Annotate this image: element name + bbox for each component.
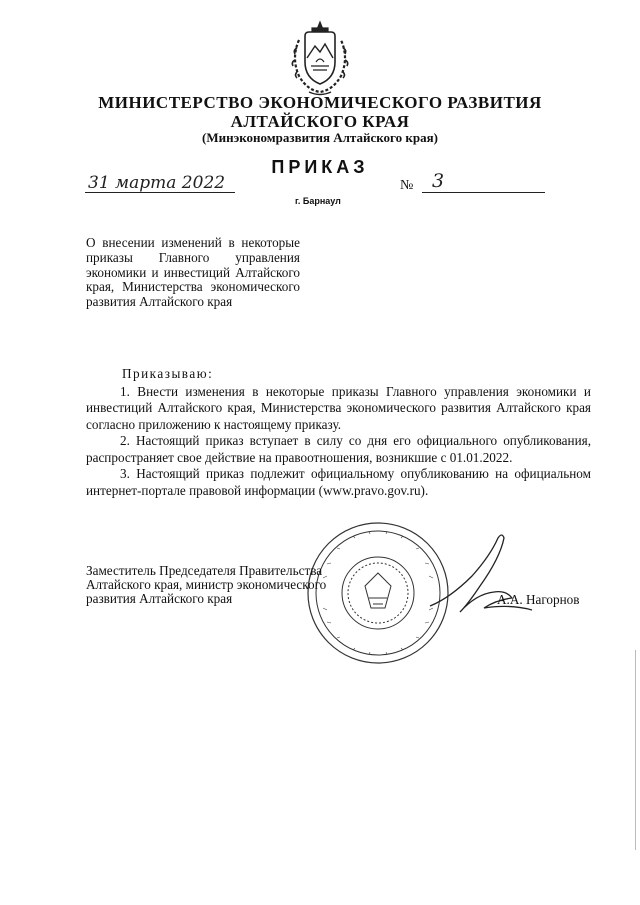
order-body [86, 366, 591, 499]
handwritten-signature-icon [420, 528, 540, 628]
order-item-2: 2. Настоящий приказ вступает в силу со дня его официального опубликования, распространяет свое действие на правоотношения, возникшие с 01.01.2022. [86, 433, 591, 465]
city-label: г. Барнаул [295, 196, 341, 206]
order-subject: О внесении изменений в некоторые приказы Главного управления экономики и инвестиций Алтайского края, Министерства экономического развития Алтайского края [86, 235, 300, 310]
order-item-3: 3. Настоящий приказ подлежит официальному опубликованию на официальном интернет-портале правовой информации (www.pravo.gov.ru). [86, 466, 591, 498]
signatory-title-line2: Алтайского края, министр экономического [86, 577, 327, 592]
organization-name-line2: АЛТАЙСКОГО КРАЯ [230, 112, 410, 131]
order-lead: Приказываю: [122, 366, 214, 381]
number-sign: № [400, 178, 414, 193]
document-type-title: ПРИКАЗ [271, 157, 369, 177]
organization-name-line1: МИНИСТЕРСТВО ЭКОНОМИЧЕСКОГО РАЗВИТИЯ [98, 93, 542, 112]
signatory-title-line1: Заместитель Председателя Правительства [86, 563, 323, 578]
order-number: 3 [432, 170, 445, 192]
number-underline [422, 192, 545, 193]
signatory-title [86, 564, 386, 606]
date-underline [85, 192, 235, 193]
order-date: 31 марта 2022 [88, 173, 226, 193]
signatory-title-line3: развития Алтайского края [86, 591, 233, 606]
signatory-name: А.А. Нагорнов [497, 592, 580, 607]
scan-edge-line [635, 650, 636, 850]
coat-of-arms-icon [285, 18, 355, 98]
organization-short-name: (Минэкономразвития Алтайского края) [202, 130, 438, 145]
order-item-1: 1. Внести изменения в некоторые приказы Главного управления экономики и инвестиций Алтайского края, Министерства экономического развития Алтайского края согласно приложению к настоящему приказу. [86, 383, 591, 432]
